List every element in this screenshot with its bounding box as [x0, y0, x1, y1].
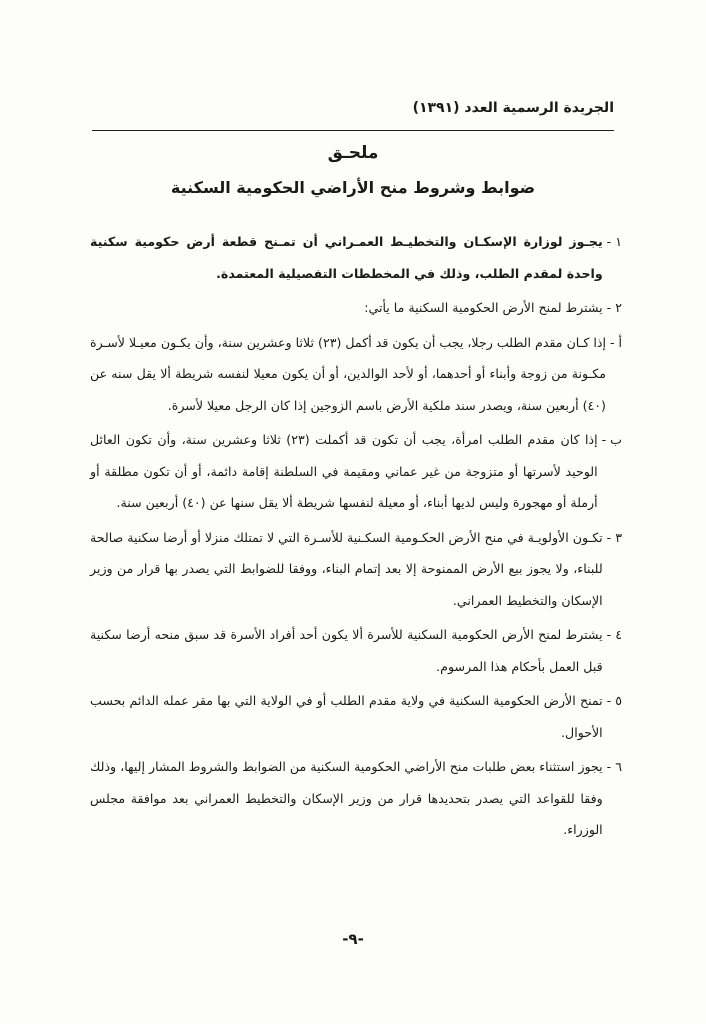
header-rule — [92, 130, 614, 131]
clause-number: ٦ - — [606, 759, 622, 774]
clause-number: ٤ - — [606, 627, 622, 642]
clause-number: ٢ - — [606, 300, 622, 315]
clause-1 — [90, 226, 622, 289]
clause-4 — [90, 619, 622, 682]
running-header: الجريدة الرسمية العدد (١٣٩١) — [412, 100, 614, 116]
subclause-text: إذا كان مقدم الطلب امرأة، يجب أن تكون قد أكملت (٢٣) ثلاثا وعشرين سنة، وأن تكون العائل الوحيد لأسرتها أو متزوجة من غير عماني ومقيمة في السلطنة إقامة دائمة، أو أن تكون مطلقة أو أرملة أو مهجورة وليس لديها أبناء، أو معيلة لنفسها شريطة ألا يقل سنها عن (٤٠) أربعين سنة. — [90, 432, 598, 510]
annex-title: ملحـق — [327, 143, 379, 163]
clause-text: يشترط لمنح الأرض الحكومية السكنية ما يأتي: — [364, 300, 603, 315]
subclause-letter: أ - — [609, 334, 622, 350]
subclause-text: إذا كـان مقدم الطلب رجلا، يجب أن يكون قد أكمل (٢٣) ثلاثا وعشرين سنة، وأن يكـون معيـلا لأسـرة مكـونة من زوجة وأبناء أو أحدهما، أو لأحد الوالدين، أو أن يكون معيلا لنفسه شريطة ألا يقل سنه عن (٤٠) أربعين سنة، ويصدر سند ملكية الأرض باسم الزوجين إذا كان الرجل معيلا لأسرة. — [90, 334, 606, 413]
clause-text: تمنح الأرض الحكومية السكنية في ولاية مقدم الطلب أو في الولاية التي بها مقر عمله الدائم بحسب الأحوال. — [90, 693, 603, 740]
clause-2-a — [90, 327, 622, 422]
clause-number: ١ - — [606, 234, 622, 249]
clause-text: يشترط لمنح الأرض الحكومية السكنية للأسرة ألا يكون أحد أفراد الأسرة قد سبق منحه أرضا سكنية قبل العمل بأحكام هذا المرسوم. — [90, 627, 603, 674]
clause-text: يجـوز لوزارة الإسكـان والتخطيـط العمـراني أن تمـنح قطعة أرض حكومية سكنية واحدة لمقدم الطلب، وذلك في المخططات التفصيلية المعتمدة. — [90, 234, 603, 281]
clause-number: ٣ - — [606, 529, 622, 545]
subclause-letter: ب - — [601, 432, 622, 447]
document-body — [90, 226, 622, 849]
clause-2-b — [90, 424, 622, 519]
document-title: ضوابط وشروط منح الأراضي الحكومية السكنية — [170, 178, 536, 197]
clause-2 — [90, 292, 622, 324]
clause-number: ٥ - — [606, 693, 622, 708]
clause-6 — [90, 751, 622, 846]
clause-text: تكـون الأولويـة في منح الأرض الحكـومية السكـنية للأسـرة التي لا تمتلك منزلا أو أرضا سكنية صالحة للبناء، ولا يجوز بيع الأرض الممنوحة إلا بعد إتمام البناء، ووفقا للضوابط التي يصدر بها قرار من وزير الإسكان والتخطيط العمراني. — [90, 529, 603, 608]
clause-5 — [90, 685, 622, 748]
page-number: -٩- — [342, 930, 364, 948]
clause-3 — [90, 522, 622, 617]
clause-text: يجوز استثناء بعض طلبات منح الأراضي الحكومية السكنية من الضوابط والشروط المشار إليها، وذلك وفقا للقواعد التي يصدر بتحديدها قرار من وزير الإسكان والتخطيط العمراني بعد موافقة مجلس الوزراء. — [90, 759, 603, 837]
